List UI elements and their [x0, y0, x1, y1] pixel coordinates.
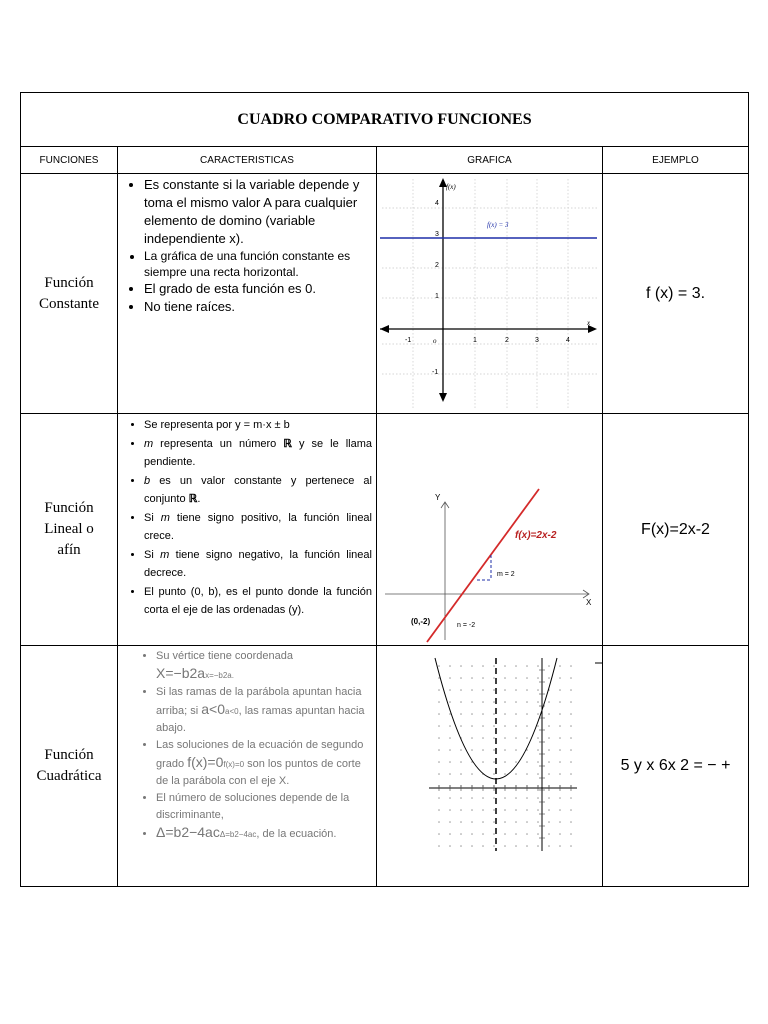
- y-tick-label: -1: [432, 369, 439, 376]
- grid-dot: [570, 833, 572, 835]
- grid-dot: [548, 821, 550, 823]
- grid-dot: [471, 797, 473, 799]
- grid-dot: [493, 725, 495, 727]
- grid-dot: [548, 701, 550, 703]
- grid-dot: [482, 761, 484, 763]
- grid-dot: [570, 821, 572, 823]
- slope-label: m = 2: [497, 571, 515, 578]
- grid-dot: [504, 725, 506, 727]
- grid-dot: [493, 833, 495, 835]
- grid-dot: [471, 665, 473, 667]
- grid-dot: [482, 821, 484, 823]
- y-axis-label: f(x): [446, 183, 456, 191]
- grid-dot: [526, 821, 528, 823]
- grid-dot: [493, 809, 495, 811]
- grid-dot: [471, 701, 473, 703]
- list-item: • El número de soluciones depende de la discriminante,: [156, 790, 372, 824]
- characteristics-constante: [118, 174, 377, 414]
- grid-dot: [449, 725, 451, 727]
- intercept-label: n = -2: [457, 622, 476, 629]
- grid-dot: [526, 797, 528, 799]
- grid-dot: [515, 725, 517, 727]
- grid-dot: [570, 689, 572, 691]
- grid-dot: [548, 725, 550, 727]
- grid-dot: [570, 761, 572, 763]
- list-item: • Si m tiene signo positivo, la función lineal crece.: [144, 509, 372, 546]
- grid-dot: [537, 773, 539, 775]
- grid-dot: [471, 737, 473, 739]
- grid-dot: [493, 761, 495, 763]
- grid-dot: [504, 845, 506, 847]
- grid-dot: [559, 713, 561, 715]
- header-grafica: GRAFICA: [377, 147, 603, 174]
- table-row-lineal: [21, 414, 749, 646]
- example-lineal: F(x)=2x-2: [603, 414, 749, 646]
- grid-dot: [526, 809, 528, 811]
- grid-dot: [515, 737, 517, 739]
- grid-dot: [548, 713, 550, 715]
- grid-dot: [471, 689, 473, 691]
- grid-dot: [482, 797, 484, 799]
- grid-dot: [438, 701, 440, 703]
- grid-dot: [548, 809, 550, 811]
- linear-line: [427, 489, 539, 642]
- grid-dot: [471, 821, 473, 823]
- grid-dot: [482, 689, 484, 691]
- grid-dot: [471, 725, 473, 727]
- grid-dot: [438, 749, 440, 751]
- grid-dot: [548, 749, 550, 751]
- grid-dot: [526, 713, 528, 715]
- quadratic-function-graph: [377, 646, 602, 886]
- grid-dot: [493, 797, 495, 799]
- grid-dot: [504, 833, 506, 835]
- grid-dot: [515, 713, 517, 715]
- list-item: • Las soluciones de la ecuación de segundo grado f(x)=0f(x)=0 son los puntos de corte de la parábola con el eje X.: [156, 737, 372, 790]
- grid-dot: [482, 701, 484, 703]
- grid-dot: [471, 809, 473, 811]
- grid-dot: [460, 845, 462, 847]
- list-item: • Es constante si la variable depende y toma el mismo valor A para cualquier elemento de domino (variable independiente x).: [144, 176, 372, 248]
- grid-dot: [460, 821, 462, 823]
- grid-dot: [526, 689, 528, 691]
- grid-dot: [515, 701, 517, 703]
- table-row-constante: [21, 174, 749, 414]
- grid-dot: [526, 737, 528, 739]
- function-name-constante: Función Constante: [21, 174, 118, 414]
- grid-dot: [482, 737, 484, 739]
- list-item: • Si las ramas de la parábola apuntan hacia arriba; si a<0a<0, las ramas apuntan hacia abajo.: [156, 684, 372, 737]
- list-item: • No tiene raíces.: [144, 298, 372, 316]
- grid-dot: [460, 749, 462, 751]
- grid-dot: [493, 737, 495, 739]
- x-axis-label: x: [587, 319, 591, 327]
- table-title: CUADRO COMPARATIVO FUNCIONES: [21, 93, 749, 147]
- grid-dot: [504, 761, 506, 763]
- grid-dot: [482, 725, 484, 727]
- grid-dot: [493, 749, 495, 751]
- grid-dot: [526, 845, 528, 847]
- grid-dot: [537, 677, 539, 679]
- grid-dot: [449, 677, 451, 679]
- grid-dot: [493, 665, 495, 667]
- linear-function-graph: [377, 414, 602, 645]
- function-name-cuadratica: Función Cuadrática: [21, 646, 118, 887]
- grid-dot: [460, 689, 462, 691]
- grid-dot: [515, 677, 517, 679]
- grid-dot: [559, 773, 561, 775]
- y-axis-label: Y: [435, 493, 441, 502]
- grid-dot: [449, 809, 451, 811]
- grid-dot: [438, 809, 440, 811]
- grid-dot: [537, 713, 539, 715]
- grid-dot: [438, 797, 440, 799]
- grid-dot: [460, 809, 462, 811]
- grid-dot: [449, 749, 451, 751]
- grid-dot: [438, 725, 440, 727]
- grid-dot: [504, 713, 506, 715]
- list-item: • El punto (0, b), es el punto donde la función corta el eje de las ordenadas (y).: [144, 583, 372, 620]
- grid-dot: [460, 677, 462, 679]
- grid-dot: [526, 665, 528, 667]
- grid-dot: [504, 797, 506, 799]
- grid-dot: [548, 833, 550, 835]
- graph-lineal: [377, 414, 603, 646]
- grid-dot: [515, 845, 517, 847]
- grid-dot: [570, 701, 572, 703]
- grid-dot: [449, 833, 451, 835]
- function-name-lineal: Función Lineal o afín: [21, 414, 118, 646]
- grid-dot: [449, 845, 451, 847]
- example-cuadratica: 5 y x 6x 2 = − +: [603, 646, 749, 887]
- grid-dot: [449, 737, 451, 739]
- header-funciones: FUNCIONES: [21, 147, 118, 174]
- comparison-table: [20, 92, 749, 887]
- grid-dot: [559, 689, 561, 691]
- grid-dot: [438, 761, 440, 763]
- grid-dot: [482, 809, 484, 811]
- grid-dot: [570, 797, 572, 799]
- grid-dot: [438, 665, 440, 667]
- grid-dot: [570, 845, 572, 847]
- grid-dot: [537, 689, 539, 691]
- grid-dot: [548, 761, 550, 763]
- line-label: f(x) = 3: [487, 221, 509, 229]
- header-ejemplo: EJEMPLO: [603, 147, 749, 174]
- grid-dot: [482, 833, 484, 835]
- grid-dot: [548, 665, 550, 667]
- grid-dot: [438, 773, 440, 775]
- grid-dot: [526, 833, 528, 835]
- grid-dot: [526, 677, 528, 679]
- grid-dot: [559, 809, 561, 811]
- x-axis-label: X: [586, 598, 592, 607]
- grid-dot: [559, 701, 561, 703]
- grid-dot: [438, 713, 440, 715]
- list-item: • El grado de esta función es 0.: [144, 280, 372, 298]
- grid-dot: [515, 809, 517, 811]
- grid-dot: [504, 821, 506, 823]
- grid-dot: [482, 845, 484, 847]
- grid-dot: [449, 701, 451, 703]
- x-tick-label: 4: [566, 337, 570, 344]
- grid-dot: [548, 737, 550, 739]
- grid-dot: [438, 845, 440, 847]
- characteristics-lineal: [118, 414, 377, 646]
- x-tick-label: 2: [505, 337, 509, 344]
- grid-dot: [482, 713, 484, 715]
- grid-dot: [504, 809, 506, 811]
- header-caracteristicas: CARACTERISTICAS: [118, 147, 377, 174]
- list-item: • b es un valor constante y pertenece al conjunto ℝ.: [144, 472, 372, 509]
- grid-dot: [537, 797, 539, 799]
- grid-dot: [570, 677, 572, 679]
- grid-dot: [438, 677, 440, 679]
- grid-dot: [559, 833, 561, 835]
- grid-dot: [559, 725, 561, 727]
- grid-dot: [504, 737, 506, 739]
- grid-dot: [570, 665, 572, 667]
- list-item: • La gráfica de una función constante es siempre una recta horizontal.: [144, 248, 372, 280]
- grid-dot: [482, 665, 484, 667]
- grid-dot: [537, 749, 539, 751]
- grid-dot: [449, 713, 451, 715]
- grid-dot: [559, 665, 561, 667]
- grid-dot: [570, 809, 572, 811]
- grid-dot: [471, 677, 473, 679]
- grid-dot: [548, 677, 550, 679]
- x-tick-label: 1: [473, 337, 477, 344]
- grid-dot: [493, 689, 495, 691]
- grid-dot: [559, 821, 561, 823]
- grid-dot: [460, 665, 462, 667]
- grid-dot: [504, 665, 506, 667]
- grid-dot: [471, 845, 473, 847]
- grid-dot: [493, 845, 495, 847]
- grid-dot: [515, 797, 517, 799]
- grid-dot: [548, 797, 550, 799]
- grid-dot: [526, 773, 528, 775]
- grid-dot: [559, 737, 561, 739]
- grid-dot: [504, 773, 506, 775]
- grid-dot: [526, 725, 528, 727]
- grid-dot: [471, 713, 473, 715]
- grid-dot: [570, 725, 572, 727]
- list-item: • m representa un número ℝ y se le llama pendiente.: [144, 435, 372, 472]
- grid-dot: [559, 797, 561, 799]
- y-tick-label: 1: [435, 293, 439, 300]
- grid-dot: [471, 833, 473, 835]
- grid-dot: [526, 701, 528, 703]
- grid-dot: [449, 797, 451, 799]
- grid-dot: [438, 689, 440, 691]
- grid-dot: [460, 761, 462, 763]
- x-tick-label: -1: [405, 337, 412, 344]
- grid-dot: [504, 677, 506, 679]
- graph-constante: [377, 174, 603, 414]
- grid-dot: [559, 677, 561, 679]
- table-row-cuadratica: [21, 646, 749, 887]
- grid-dot: [438, 821, 440, 823]
- graph-cuadratica: [377, 646, 603, 887]
- grid-dot: [460, 713, 462, 715]
- grid-dot: [537, 701, 539, 703]
- grid-dot: [493, 821, 495, 823]
- grid-dot: [449, 761, 451, 763]
- y-tick-label: 3: [435, 231, 439, 238]
- grid-dot: [559, 845, 561, 847]
- grid-dot: [449, 689, 451, 691]
- line-label: f(x)=2x-2: [515, 530, 557, 541]
- characteristics-cuadratica: [118, 646, 377, 887]
- grid-dot: [559, 749, 561, 751]
- grid-dot: [493, 677, 495, 679]
- grid-dot: [515, 761, 517, 763]
- list-item: • Δ=b2−4acΔ=b2−4ac, de la ecuación.: [156, 824, 372, 843]
- grid-dot: [537, 725, 539, 727]
- grid-dot: [537, 761, 539, 763]
- grid-dot: [449, 821, 451, 823]
- grid-dot: [449, 773, 451, 775]
- grid-dot: [537, 821, 539, 823]
- grid-dot: [537, 665, 539, 667]
- example-constante: f (x) = 3.: [603, 174, 749, 414]
- grid-dot: [515, 665, 517, 667]
- grid-dot: [438, 737, 440, 739]
- grid-dot: [537, 833, 539, 835]
- origin-label: o: [433, 337, 437, 345]
- grid-dot: [460, 725, 462, 727]
- grid-dot: [493, 701, 495, 703]
- y-tick-label: 4: [435, 200, 439, 207]
- grid-dot: [570, 749, 572, 751]
- grid-dot: [493, 773, 495, 775]
- x-tick-label: 3: [535, 337, 539, 344]
- grid-dot: [460, 773, 462, 775]
- grid-dot: [570, 773, 572, 775]
- grid-dot: [537, 845, 539, 847]
- point-label: (0,-2): [411, 617, 431, 626]
- grid-dot: [570, 713, 572, 715]
- y-tick-label: 2: [435, 262, 439, 269]
- grid-dot: [515, 749, 517, 751]
- grid-dot: [504, 749, 506, 751]
- list-item: • Su vértice tiene coordenada X=−b2ax=−b2a.: [156, 648, 372, 684]
- grid-dot: [559, 761, 561, 763]
- constant-function-graph: [377, 174, 602, 413]
- grid-dot: [515, 689, 517, 691]
- grid-dot: [482, 677, 484, 679]
- grid-dot: [537, 737, 539, 739]
- grid-dot: [515, 773, 517, 775]
- header-row: [21, 147, 749, 174]
- grid-dot: [504, 701, 506, 703]
- grid-dot: [526, 761, 528, 763]
- grid-dot: [548, 845, 550, 847]
- grid-dot: [471, 749, 473, 751]
- grid-dot: [537, 809, 539, 811]
- grid-dot: [570, 737, 572, 739]
- grid-dot: [515, 833, 517, 835]
- grid-dot: [438, 833, 440, 835]
- grid-dot: [449, 665, 451, 667]
- grid-dot: [493, 713, 495, 715]
- list-item: • Se representa por y = m·x ± b: [144, 416, 372, 435]
- grid-dot: [460, 701, 462, 703]
- grid-dot: [460, 833, 462, 835]
- grid-dot: [471, 773, 473, 775]
- list-item: • Si m tiene signo negativo, la función lineal decrece.: [144, 546, 372, 583]
- grid-dot: [482, 749, 484, 751]
- grid-dot: [460, 797, 462, 799]
- grid-dot: [548, 773, 550, 775]
- grid-dot: [515, 821, 517, 823]
- grid-dot: [504, 689, 506, 691]
